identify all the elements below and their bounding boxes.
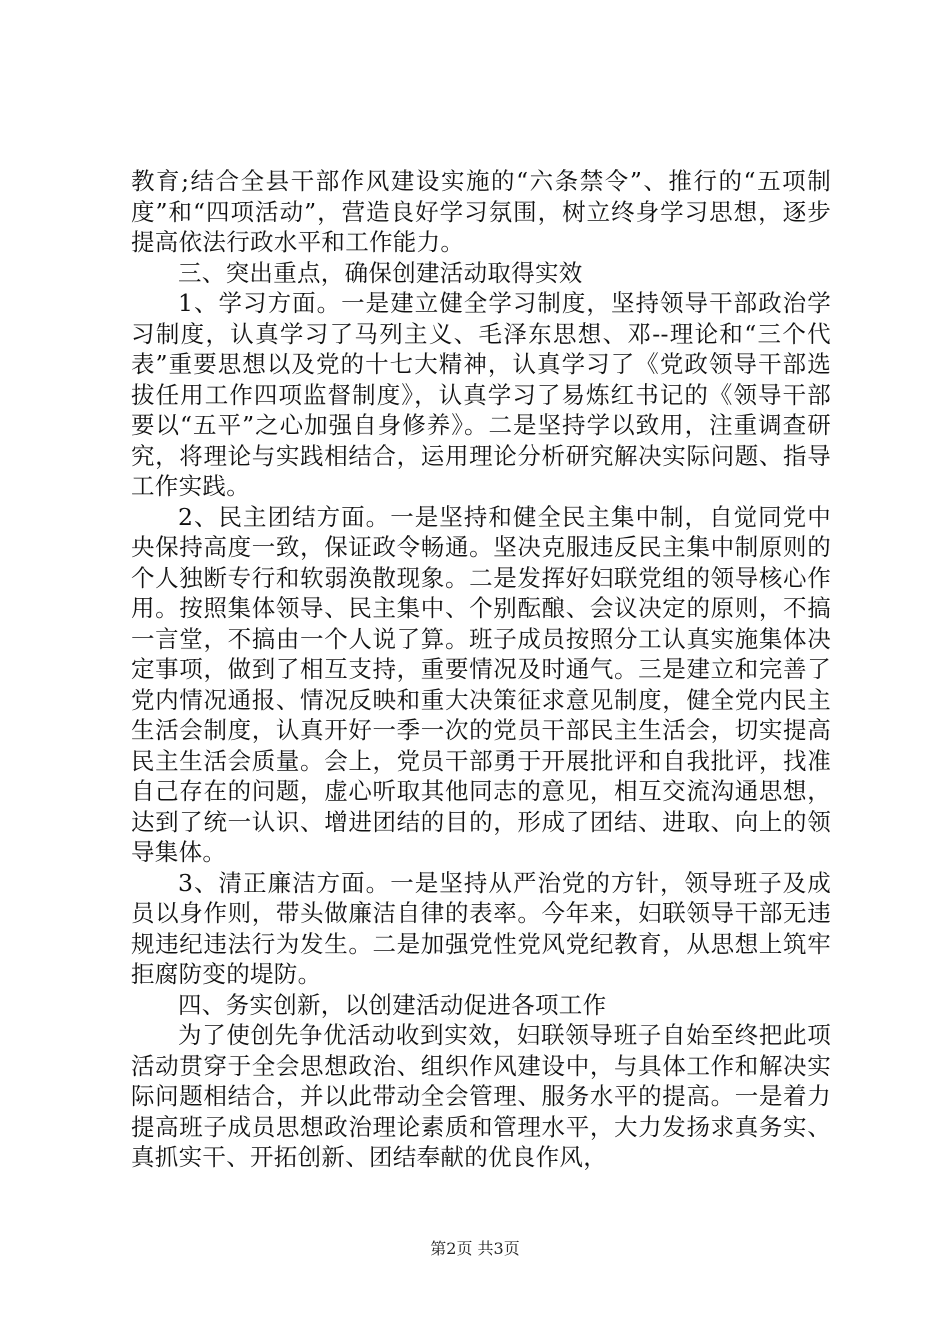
document-body — [131, 166, 831, 1173]
paragraph-innovation: 为了使创先争优活动收到实效，妇联领导班子自始至终把此项活动贯穿于全会思想政治、组织作风建设中，与具体工作和解决实际问题相结合，并以此带动全会管理、服务水平的提高。一是着力提高班子成员思想政治理论素质和管理水平，大力发扬求真务实、真抓实干、开拓创新、团结奉献的优良作风， — [131, 1021, 831, 1171]
section-heading-4: 四、务实创新，以创建活动促进各项工作 — [178, 990, 607, 1019]
page-footer — [0, 1239, 950, 1259]
page-indicator: 第2页 共3页 — [430, 1239, 520, 1258]
section-heading-3: 三、突出重点，确保创建活动取得实效 — [178, 258, 583, 287]
paragraph-study: 1、学习方面。一是建立健全学习制度，坚持领导干部政治学习制度，认真学习了马列主义、毛泽东思想、邓--理论和“三个代表”重要思想以及党的十七大精神，认真学习了《党政领导干部选拔任用工作四项监督制度》，认真学习了易炼红书记的《领导干部要以“五平”之心加强自身修养》。二是坚持学以致用，注重调查研究，将理论与实践相结合，运用理论分析研究解决实际问题、指导工作实践。 — [131, 289, 831, 500]
paragraph-democracy: 2、民主团结方面。一是坚持和健全民主集中制，自觉同党中央保持高度一致，保证政令畅通。坚决克服违反民主集中制原则的个人独断专行和软弱涣散现象。二是发挥好妇联党组的领导核心作用。按照集体领导、民主集中、个别酝酿、会议决定的原则，不搞一言堂，不搞由一个人说了算。班子成员按照分工认真实施集体决定事项，做到了相互支持，重要情况及时通气。三是建立和完善了党内情况通报、情况反映和重大决策征求意见制度，健全党内民主生活会制度，认真开好一季一次的党员干部民主生活会，切实提高民主生活会质量。会上，党员干部勇于开展批评和自我批评，找准自己存在的问题，虚心听取其他同志的意见，相互交流沟通思想，达到了统一认识、增进团结的目的，形成了团结、进取、向上的领导集体。 — [131, 502, 831, 866]
paragraph-1: 教育;结合全县干部作风建设实施的“六条禁令”、推行的“五项制度”和“四项活动”，营造良好学习氛围，树立终身学习思想，逐步提高依法行政水平和工作能力。 — [131, 167, 831, 256]
paragraph-integrity: 3、清正廉洁方面。一是坚持从严治党的方针，领导班子及成员以身作则，带头做廉洁自律的表率。今年来，妇联领导干部无违规违纪违法行为发生。二是加强党性党风党纪教育，从思想上筑牢拒腐防变的堤防。 — [131, 868, 831, 988]
